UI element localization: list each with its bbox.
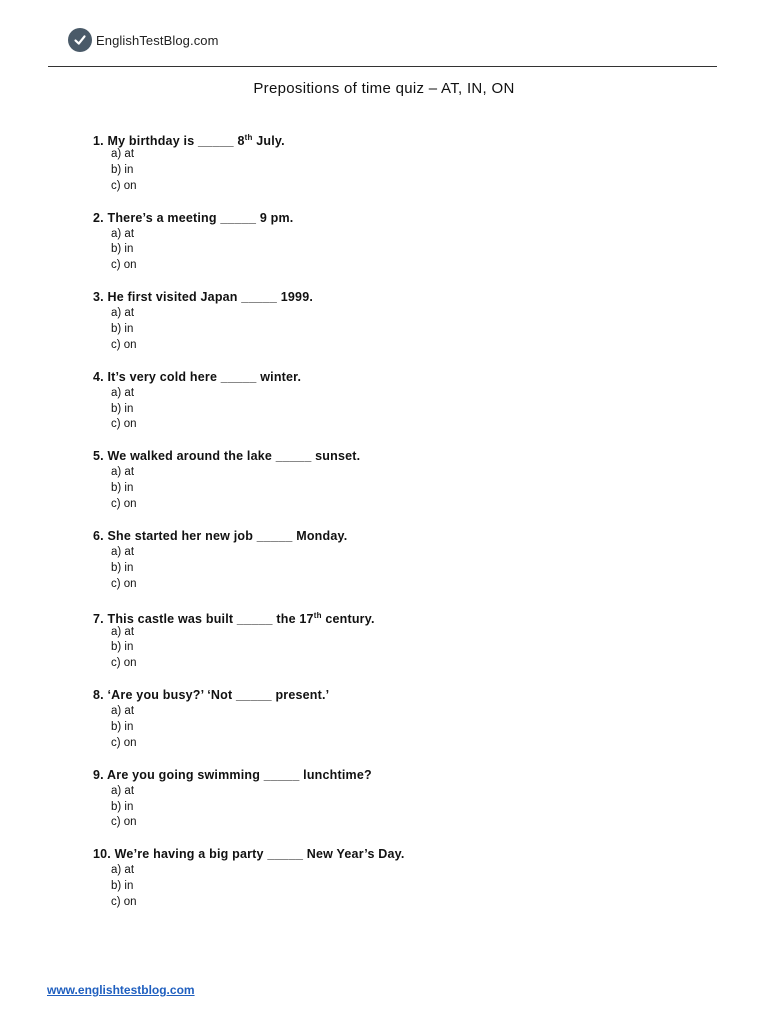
question-text [93,129,693,147]
question-stem: 1. My birthday is _____ 8 [93,134,245,149]
answer-options [111,227,693,274]
question-text [93,607,693,625]
question-item [93,527,693,607]
question-text [93,209,693,227]
question-item [93,607,693,687]
question-stem: 9. Are you going swimming _____ lunchtime? [93,767,372,782]
question-stem-end: century. [321,611,375,626]
ordinal-suffix: th [313,610,322,620]
answer-option: a) at [111,784,135,797]
answer-option: c) on [111,895,137,908]
page-title: Prepositions of time quiz – AT, IN, ON [253,80,515,97]
answer-option: c) on [111,577,137,590]
question-stem: 6. She started her new job _____ Monday. [93,528,348,543]
question-text [93,686,693,704]
answer-option: b) in [111,402,134,415]
question-text [93,288,693,306]
answer-options [111,784,693,831]
answer-options [111,545,693,592]
answer-option: a) at [111,864,135,877]
answer-option: b) in [111,243,134,256]
question-stem: 5. We walked around the lake _____ sunset. [93,449,361,464]
question-list [93,129,693,925]
answer-option: b) in [111,322,134,335]
question-item [93,845,693,925]
site-header [68,28,219,52]
question-stem: 4. It’s very cold here _____ winter. [93,369,302,384]
question-text [93,766,693,784]
question-stem: 3. He first visited Japan _____ 1999. [93,290,314,305]
answer-option: a) at [111,227,135,240]
answer-option: b) in [111,561,134,574]
ordinal-suffix: th [244,133,253,142]
answer-option: c) on [111,179,137,192]
question-stem: 8. ‘Are you busy?’ ‘Not _____ present.’ [93,688,330,703]
answer-option: c) on [111,497,137,510]
answer-option: b) in [111,800,134,813]
header-divider [48,66,717,67]
question-stem: 7. This castle was built _____ the 17 [93,611,314,626]
question-stem-end: July. [252,134,285,149]
answer-option: b) in [111,641,134,654]
question-item [93,288,693,368]
answer-option: a) at [111,148,135,160]
brand-name: EnglishTestBlog.com [96,32,219,48]
answer-options [111,306,693,353]
answer-option: c) on [111,338,137,351]
answer-option: c) on [111,736,137,749]
answer-options [111,386,693,433]
question-text [93,527,693,545]
answer-option: a) at [111,466,135,479]
answer-option: c) on [111,259,137,272]
answer-options [111,704,693,751]
answer-option: a) at [111,386,135,399]
answer-option: b) in [111,880,134,893]
answer-option: a) at [111,545,135,558]
footer-link[interactable]: www.englishtestblog.com [47,983,195,997]
question-text [93,447,693,465]
question-item [93,686,693,766]
answer-options [111,147,693,194]
question-text [93,845,693,863]
question-item [93,209,693,289]
answer-option: c) on [111,816,137,829]
answer-option: c) on [111,657,137,670]
answer-option: c) on [111,418,137,431]
question-stem: 10. We’re having a big party _____ New Year’s Day. [93,847,405,862]
question-item [93,447,693,527]
answer-option: b) in [111,720,134,733]
question-stem: 2. There’s a meeting _____ 9 pm. [93,210,294,225]
answer-option: a) at [111,625,135,638]
answer-options [111,863,693,910]
answer-options [111,625,693,672]
answer-option: b) in [111,482,134,495]
checkmark-icon [68,28,92,52]
answer-option: b) in [111,163,134,176]
question-item [93,129,693,209]
answer-options [111,465,693,512]
question-item [93,766,693,846]
answer-option: a) at [111,705,135,718]
question-text [93,368,693,386]
answer-option: a) at [111,307,135,320]
question-item [93,368,693,448]
